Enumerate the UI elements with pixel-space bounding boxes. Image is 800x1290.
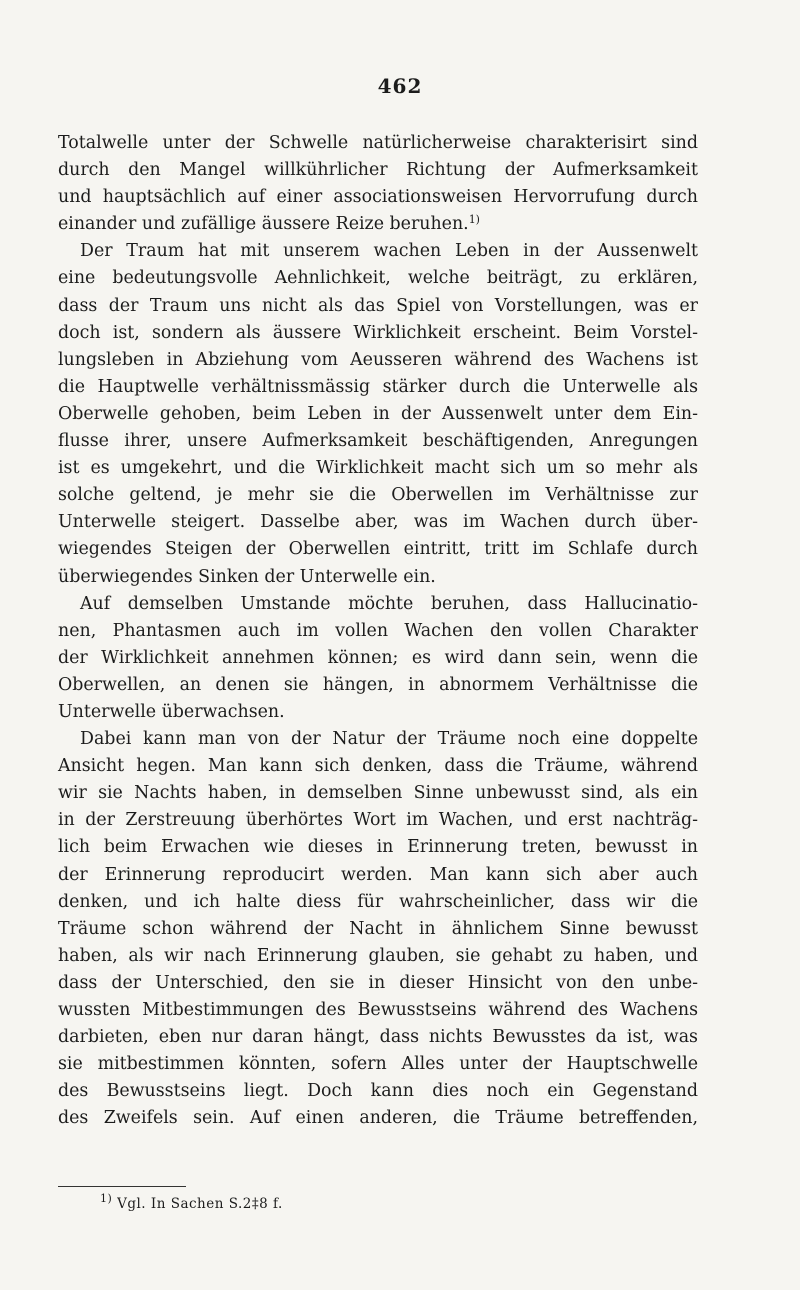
text-line bbox=[58, 238, 698, 265]
line-text: ist es umgekehrt, und die Wirklichkeit macht sich um so mehr als bbox=[58, 458, 698, 479]
line-text: denken, und ich halte diess für wahrscheinlicher, dass wir die bbox=[58, 891, 698, 912]
line-text: darbieten, eben nur daran hängt, dass nichts Bewusstes da ist, was bbox=[58, 1027, 698, 1048]
text-line bbox=[58, 645, 698, 672]
line-text: wiegendes Steigen der Oberwellen eintritt, tritt im Schlafe durch bbox=[58, 539, 698, 560]
line-text: doch ist, sondern als äussere Wirklichkeit erscheint. Beim Vorstel- bbox=[58, 322, 698, 343]
text-line bbox=[58, 943, 698, 970]
line-text: nen, Phantasmen auch im vollen Wachen den vollen Charakter bbox=[58, 620, 698, 641]
text-line bbox=[58, 564, 698, 591]
line-text: Der Traum hat mit unserem wachen Leben in der Aussenwelt bbox=[80, 241, 698, 262]
line-text: Dabei kann man von der Natur der Träume noch eine doppelte bbox=[80, 729, 698, 750]
text-line bbox=[58, 1024, 698, 1051]
text-line bbox=[58, 591, 698, 618]
line-text: solche geltend, je mehr sie die Oberwellen im Verhältnisse zur bbox=[58, 485, 698, 506]
line-text: des Zweifels sein. Auf einen anderen, die Träume betreffenden, bbox=[58, 1108, 698, 1129]
text-line bbox=[58, 130, 698, 157]
page-number: 462 bbox=[377, 74, 423, 98]
line-text: überwiegendes Sinken der Unterwelle ein. bbox=[58, 566, 436, 587]
text-line bbox=[58, 401, 698, 428]
text-line bbox=[58, 672, 698, 699]
footnote-text: Vgl. In Sachen S.2‡8 f. bbox=[117, 1196, 283, 1212]
line-text: dass der Unterschied, den sie in dieser Hinsicht von den unbe- bbox=[58, 972, 698, 993]
text-line bbox=[58, 265, 698, 292]
line-text: dass der Traum uns nicht als das Spiel von Vorstellungen, was er bbox=[58, 295, 698, 316]
text-line bbox=[58, 780, 698, 807]
line-text: wir sie Nachts haben, in demselben Sinne unbewusst sind, als ein bbox=[58, 783, 698, 804]
text-line bbox=[58, 374, 698, 401]
line-text: die Hauptwelle verhältnissmässig stärker durch die Unterwelle als bbox=[58, 376, 698, 397]
footnote-marker: 1) bbox=[100, 1192, 113, 1205]
text-line bbox=[58, 889, 698, 916]
text-line bbox=[58, 482, 698, 509]
text-line bbox=[58, 807, 698, 834]
line-text: der Erinnerung reproducirt werden. Man kann sich aber auch bbox=[58, 864, 698, 885]
line-text: lungsleben in Abziehung vom Aeusseren während des Wachens ist bbox=[58, 349, 698, 370]
text-line bbox=[58, 862, 698, 889]
line-text: Oberwelle gehoben, beim Leben in der Aussenwelt unter dem Ein- bbox=[58, 403, 698, 424]
text-line bbox=[58, 536, 698, 563]
line-text: Unterwelle steigert. Dasselbe aber, was im Wachen durch über- bbox=[58, 512, 698, 533]
text-line bbox=[58, 1078, 698, 1105]
footnote bbox=[100, 1192, 283, 1212]
text-line bbox=[58, 753, 698, 780]
line-text: eine bedeutungsvolle Aehnlichkeit, welche beiträgt, zu erklären, bbox=[58, 268, 698, 289]
line-text: des Bewusstseins liegt. Doch kann dies noch ein Gegenstand bbox=[58, 1081, 698, 1102]
text-line bbox=[58, 618, 698, 645]
line-text: in der Zerstreuung überhörtes Wort im Wachen, und erst nachträg- bbox=[58, 810, 698, 831]
text-line bbox=[58, 1105, 698, 1132]
text-line bbox=[58, 157, 698, 184]
text-line bbox=[58, 699, 698, 726]
line-text: sie mitbestimmen könnten, sofern Alles unter der Hauptschwelle bbox=[58, 1054, 698, 1075]
footnote-reference: 1) bbox=[468, 213, 480, 227]
line-text: Träume schon während der Nacht in ähnlichem Sinne bewusst bbox=[58, 918, 698, 939]
text-line bbox=[58, 509, 698, 536]
line-text: wussten Mitbestimmungen des Bewusstseins während des Wachens bbox=[58, 1000, 698, 1020]
text-line bbox=[58, 1051, 698, 1078]
text-line bbox=[58, 970, 698, 997]
line-text: durch den Mangel willkührlicher Richtung der Aufmerksamkeit bbox=[58, 160, 698, 181]
text-line bbox=[58, 428, 698, 455]
text-line bbox=[58, 916, 698, 943]
line-text: lich beim Erwachen wie dieses in Erinnerung treten, bewusst in bbox=[58, 837, 698, 858]
text-line bbox=[58, 455, 698, 482]
line-text: der Wirklichkeit annehmen können; es wird dann sein, wenn die bbox=[58, 647, 698, 668]
text-line bbox=[58, 211, 698, 238]
line-text: Oberwellen, an denen sie hängen, in abnormem Verhältnisse die bbox=[58, 674, 698, 695]
line-text: Unterwelle überwachsen. bbox=[58, 701, 285, 722]
text-line bbox=[58, 293, 698, 320]
line-text: Ansicht hegen. Man kann sich denken, dass die Träume, während bbox=[58, 756, 698, 777]
text-line bbox=[58, 834, 698, 861]
text-line bbox=[58, 726, 698, 753]
line-text: einander und zufällige äussere Reize beruhen. bbox=[58, 214, 469, 235]
line-text: flusse ihrer, unsere Aufmerksamkeit beschäftigenden, Anregungen bbox=[58, 431, 698, 452]
text-line bbox=[58, 320, 698, 347]
text-line bbox=[58, 347, 698, 374]
line-text: Totalwelle unter der Schwelle natürlicherweise charakterisirt sind bbox=[58, 133, 698, 153]
line-text: Auf demselben Umstande möchte beruhen, dass Hallucinatio- bbox=[80, 593, 698, 614]
body-text bbox=[58, 130, 698, 1132]
line-text: haben, als wir nach Erinnerung glauben, sie gehabt zu haben, und bbox=[58, 945, 698, 966]
text-line bbox=[58, 184, 698, 211]
footnote-divider bbox=[58, 1186, 186, 1187]
text-line bbox=[58, 997, 698, 1024]
line-text: und hauptsächlich auf einer associationsweisen Hervorrufung durch bbox=[58, 187, 698, 208]
